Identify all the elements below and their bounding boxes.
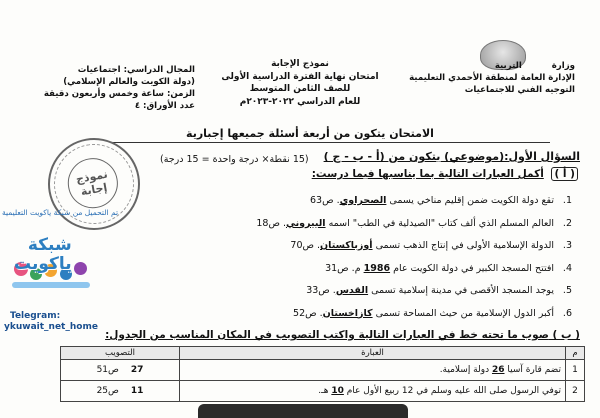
column-header-number: م [566, 347, 585, 360]
corrections-table [60, 346, 585, 402]
list-item: 6.أكبر الدول الإسلامية من حيث المساحة تسمى كازاخستان. ص52 [293, 307, 572, 319]
answer-model-stamp [41, 131, 148, 238]
list-item: 5.يوجد المسجد الأقصى في مدينة إسلامية تسمى القدس. ص33 [306, 285, 572, 296]
exam-instructions: الامتحان يتكون من أربعة أسئلة جميعها إجبارية [186, 127, 434, 140]
viewer-toolbar[interactable] [198, 404, 408, 418]
directorate-name: الإدارة العامة لمنطقة الأحمدي التعليمية [409, 73, 575, 83]
meta-line: عدد الأوراق: ٤ [134, 101, 195, 111]
row-correction: 27ص51 [61, 360, 180, 381]
section-a-heading [312, 168, 578, 180]
column-header-statement: العبارة [180, 347, 566, 360]
header-directorate [395, 60, 575, 96]
telegram-handle[interactable]: ykuwait_net_home [4, 322, 98, 332]
table-header-row [61, 347, 585, 360]
exam-title-line: نموذج الإجابة [271, 59, 329, 69]
site-logo [12, 228, 92, 298]
telegram-label: Telegram: [10, 311, 61, 321]
meta-line: الزمن: ساعة وخمس وأربعون دقيقة [43, 89, 195, 99]
row-statement: توفي الرسول صلى الله عليه وسلم في 12 ربيع الأول عام 10 هـ. [180, 381, 566, 402]
exam-title-block [200, 58, 400, 108]
table-row [61, 360, 585, 381]
section-a-title: أكمل العبارات التالية بما يناسبها فيما درست: [311, 168, 544, 180]
logo-figure-icon [74, 262, 87, 275]
list-item: 4.افتتح المسجد الكبير في دولة الكويت عام 1986 م. ص31 [325, 262, 572, 274]
divider [110, 142, 550, 143]
column-header-correction: التصويب [61, 347, 180, 360]
list-item: 3.الدولة الإسلامية الأولى في إنتاج الذهب تسمى أوزباكستان. ص70 [290, 240, 572, 251]
meta-line: المجال الدراسي: اجتماعيات [77, 65, 195, 75]
exam-title-line: امتحان نهاية الفترة الدراسية الأولى [221, 71, 379, 82]
supervision-name: التوجيه الفني للاجتماعيات [464, 85, 575, 95]
row-number: 1 [566, 360, 585, 381]
watermark-caption: تم التحميل من شبكة ياكويت التعليمية [1, 208, 119, 217]
row-statement: تضم قارة آسيا 26 دولة إسلامية. [180, 360, 566, 381]
section-a-items [192, 190, 572, 325]
section-b-heading: ( ب ) صوب ما تحته خط في العبارات التالية واكتب التصويب في المكان المناسب من الجدول: [105, 329, 580, 341]
section-b-label: ب [560, 329, 572, 341]
logo-text: شبكة ياكويت [14, 235, 72, 274]
ministry-line: وزارة التربية [494, 61, 575, 71]
logo-base [12, 282, 90, 288]
exam-title-line: للصف الثامن المتوسط [249, 84, 351, 94]
section-a-label: ( أ ) [551, 167, 578, 181]
row-correction: 11ص25 [61, 381, 180, 402]
exam-meta-block [10, 64, 195, 112]
meta-line: (دولة الكويت والعالم الإسلامي) [63, 77, 195, 87]
question-1-marks: (15 نقطة× درجة واحدة = 15 درجة) [160, 154, 309, 165]
table-row [61, 381, 585, 402]
row-number: 2 [566, 381, 585, 402]
exam-title-line: للعام الدراسي ٢٠٢٢-٢٠٢٣م [239, 96, 361, 107]
list-item: 1.تقع دولة الكويت ضمن إقليم مناخي يسمى الصحراوي. ص63 [309, 195, 572, 206]
stamp-center: نموذج إجابة [64, 154, 122, 212]
question-1-title: السؤال الأول:(موضوعي) يتكون من (أ - ب - ج ) [323, 150, 580, 163]
list-item: 2.العالم المسلم الذي ألف كتاب "الصيدلية في الطب" اسمه البيروني. ص18 [256, 217, 572, 229]
section-b-title: صوب ما تحته خط في العبارات التالية واكتب التصويب في المكان المناسب من الجدول: [105, 329, 549, 341]
